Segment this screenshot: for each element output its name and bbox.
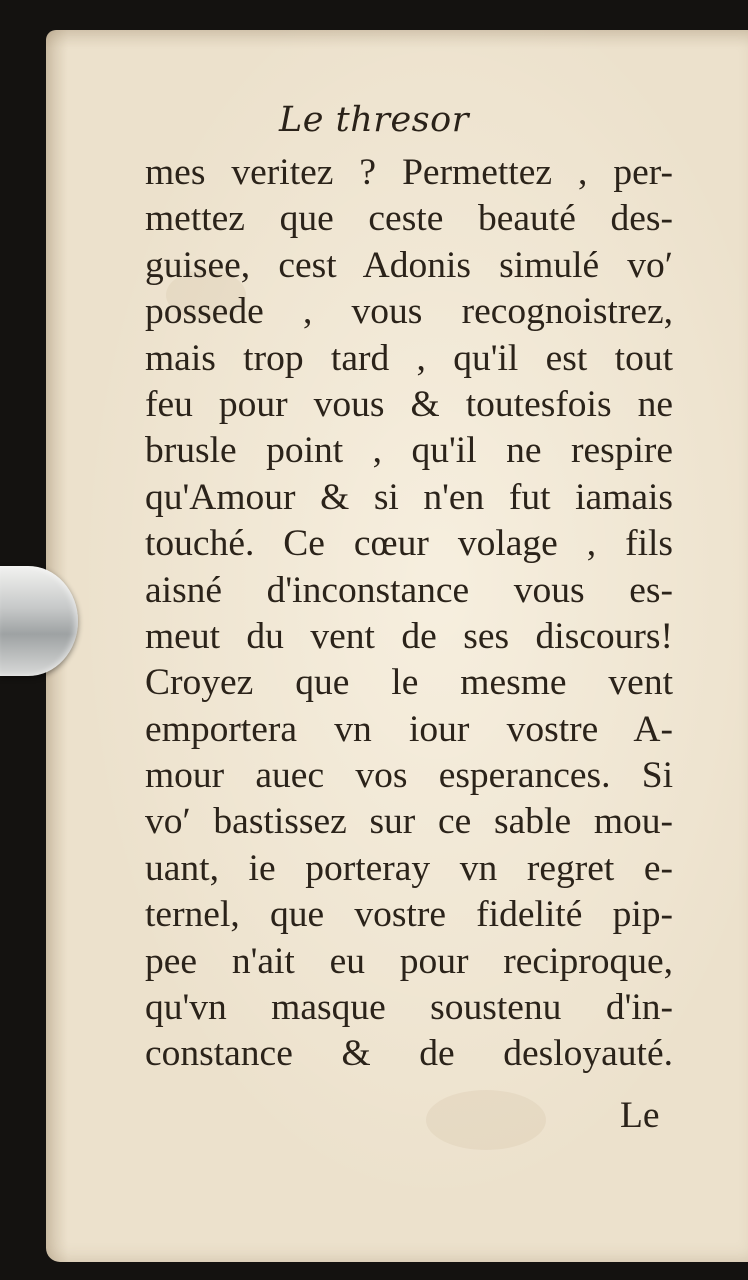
text-line: guisee, cest Adonis simulé voʹ xyxy=(145,244,673,286)
running-head: Le thresor xyxy=(279,100,469,140)
text-line: aisné d'inconstance vous es- xyxy=(145,569,673,611)
text-line: uant, ie porteray vn regret e- xyxy=(145,847,673,889)
text-line: mettez que ceste beauté des- xyxy=(145,198,673,240)
text-line: brusle point , qu'il ne respire xyxy=(145,430,673,472)
text-line: qu'vn masque soustenu d'in- xyxy=(145,987,673,1029)
catchword: Le xyxy=(620,1095,660,1136)
text-line: ternel, que vostre fidelité pip- xyxy=(145,894,673,936)
paper-stain xyxy=(426,1090,546,1150)
text-line: mour auec vos esperances. Si xyxy=(145,755,673,797)
text-line: meut du vent de ses discours! xyxy=(145,615,673,657)
text-line: pee n'ait eu pour reciproque, xyxy=(145,940,673,982)
text-line: touché. Ce cœur volage , fils xyxy=(145,523,673,565)
text-line: voʹ bastissez sur ce sable mou- xyxy=(145,801,673,843)
text-line: qu'Amour & si n'en fut iamais xyxy=(145,476,673,518)
text-line: feu pour vous & toutesfois ne xyxy=(145,383,673,425)
text-line: mais trop tard , qu'il est tout xyxy=(145,337,673,379)
text-line: Croyez que le mesme vent xyxy=(145,662,673,704)
text-line: mes veritez ? Permettez , per- xyxy=(145,152,673,193)
text-line: constance & de desloyauté. xyxy=(145,1033,673,1075)
text-line: emportera vn iour vostre A- xyxy=(145,708,673,750)
body-text xyxy=(145,150,673,1078)
text-line: possede , vous recognoistrez, xyxy=(145,291,673,333)
